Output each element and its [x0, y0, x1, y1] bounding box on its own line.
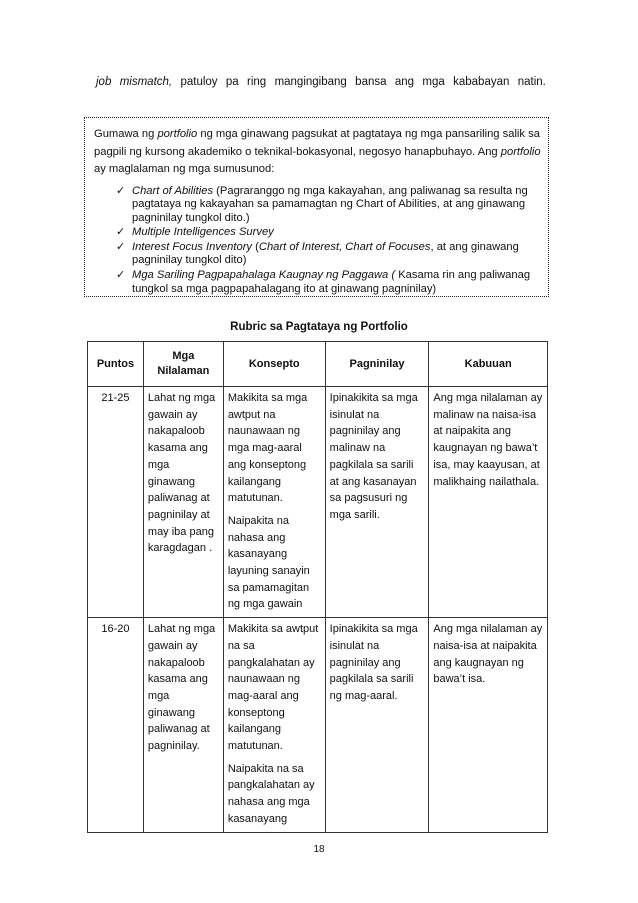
text-run: (: [252, 240, 259, 253]
portfolio-items-list: [94, 185, 541, 297]
intro-word: bansa: [355, 76, 387, 88]
text-run: Multiple Intelligences Survey: [132, 226, 274, 239]
cell-paragraph: Makikita sa mga awtput na naunawaan ng mga mag-aaral ang konseptong kailangang matutunan.: [227, 392, 308, 505]
text-run: portfolio: [157, 128, 198, 140]
intro-word: mga: [422, 76, 445, 88]
checkmark-icon: ✓: [116, 184, 126, 197]
text-run: portfolio: [500, 145, 541, 158]
cell-paragraph: Makikita sa awtput na sa pangkalahatan ay naunawaan ng mag-aaral ang konseptong kailangang matutunan.: [227, 623, 319, 753]
list-item: [116, 241, 541, 268]
nilalaman-cell: Lahat ng mga gawain ay nakapaloob kasama ang mga ginawang paliwanag at pagninilay.: [143, 618, 223, 832]
table-header-row: [88, 342, 548, 387]
pagninilay-cell: Ipinakikita sa mga isinulat na pagninilay ang pagkilala sa sarili ng mag-aaral.: [325, 618, 429, 832]
pagninilay-cell: Ipinakikita sa mga isinulat na pagninilay ang malinaw na pagkilala sa sarili at ang kasanayan sa pagsusuri ng mga sarili.: [325, 387, 429, 618]
intro-line: [96, 76, 546, 88]
intro-word: job: [96, 76, 112, 88]
list-item: [116, 185, 541, 226]
intro-word: mismatch,: [119, 76, 173, 88]
text-run: Kasama rin ang paliwanag tungkol sa mga pagpapahalagang ito at ginawang pagninilay): [132, 269, 531, 295]
rubric-title: Rubric sa Pagtataya ng Portfolio: [230, 321, 408, 333]
column-header: Mga Nilalaman: [143, 342, 223, 387]
checkmark-icon: ✓: [116, 269, 126, 282]
text-run: ng mga ginawang pagsukat at pagtataya ng mga pansariling salik sa pagpili ng kursong akademiko o teknikal-bokasyonal, negosyo hanapbuhayo. Ang: [94, 128, 540, 158]
text-run: Mga Sariling Pagpapahalaga Kaugnay ng Paggawa (: [132, 269, 396, 282]
puntos-cell: 16-20: [88, 618, 144, 832]
text-run: , at ang ginawang pagninilay tungkol dito): [132, 240, 519, 267]
column-header: Pagninilay: [325, 342, 429, 387]
text-run: Interest Focus Inventory: [132, 240, 253, 253]
cell-paragraph: Naipakita na nahasa ang kasanayang layuning sanayin sa pamamagitan ng mga gawain: [227, 514, 310, 611]
checkmark-icon: ✓: [116, 240, 126, 253]
table-row: [88, 387, 548, 618]
intro-word: ang: [394, 76, 415, 88]
text-run: Chart of Interest, Chart of Focuses: [258, 240, 431, 253]
cell-paragraph: Naipakita na sa pangkalahatan ay nahasa ang mga kasanayang: [227, 762, 315, 825]
rubric-table: [87, 341, 548, 833]
kabuuan-cell: Ang mga nilalaman ay naisa-isa at naipakita ang kaugnayan ng bawa’t isa.: [429, 618, 548, 832]
text-run: ay maglalaman ng mga sumusunod:: [94, 163, 275, 175]
intro-word: pa: [225, 76, 239, 88]
kabuuan-cell: Ang mga nilalaman ay malinaw na naisa-isa at naipakita ang kaugnayan ng bawa’t isa, may kaayusan, at malikhaing nailathala.: [429, 387, 548, 618]
portfolio-instructions-box: [84, 117, 549, 297]
instructions-paragraph: [94, 126, 541, 179]
text-run: Chart of Abilities: [132, 184, 214, 197]
column-header: Kabuuan: [429, 342, 548, 387]
konsepto-cell: [223, 618, 325, 832]
intro-word: kababayan: [453, 76, 510, 88]
list-item: [116, 269, 541, 296]
page-number: 18: [313, 844, 325, 855]
intro-word: mangingibang: [274, 76, 347, 88]
intro-word: natin.: [517, 76, 546, 88]
text-run: (Pagraranggo ng mga kakayahan, ang paliwanag sa resulta ng pagtataya ng kakayahan sa pamamagtan ng Chart of Abilities, at ang ginawang pagninilay tungkol dito.): [132, 184, 528, 224]
text-run: Gumawa ng: [94, 128, 158, 140]
nilalaman-cell: Lahat ng mga gawain ay nakapaloob kasama ang mga ginawang paliwanag at pagninilay at may iba pang karagdagan .: [143, 387, 223, 618]
intro-word: patuloy: [180, 76, 218, 88]
column-header: Konsepto: [223, 342, 325, 387]
list-item: [116, 226, 541, 240]
column-header: Puntos: [88, 342, 144, 387]
puntos-cell: 21-25: [88, 387, 144, 618]
checkmark-icon: ✓: [116, 226, 126, 239]
intro-word: ring: [247, 76, 267, 88]
table-row: [88, 618, 548, 832]
konsepto-cell: [223, 387, 325, 618]
